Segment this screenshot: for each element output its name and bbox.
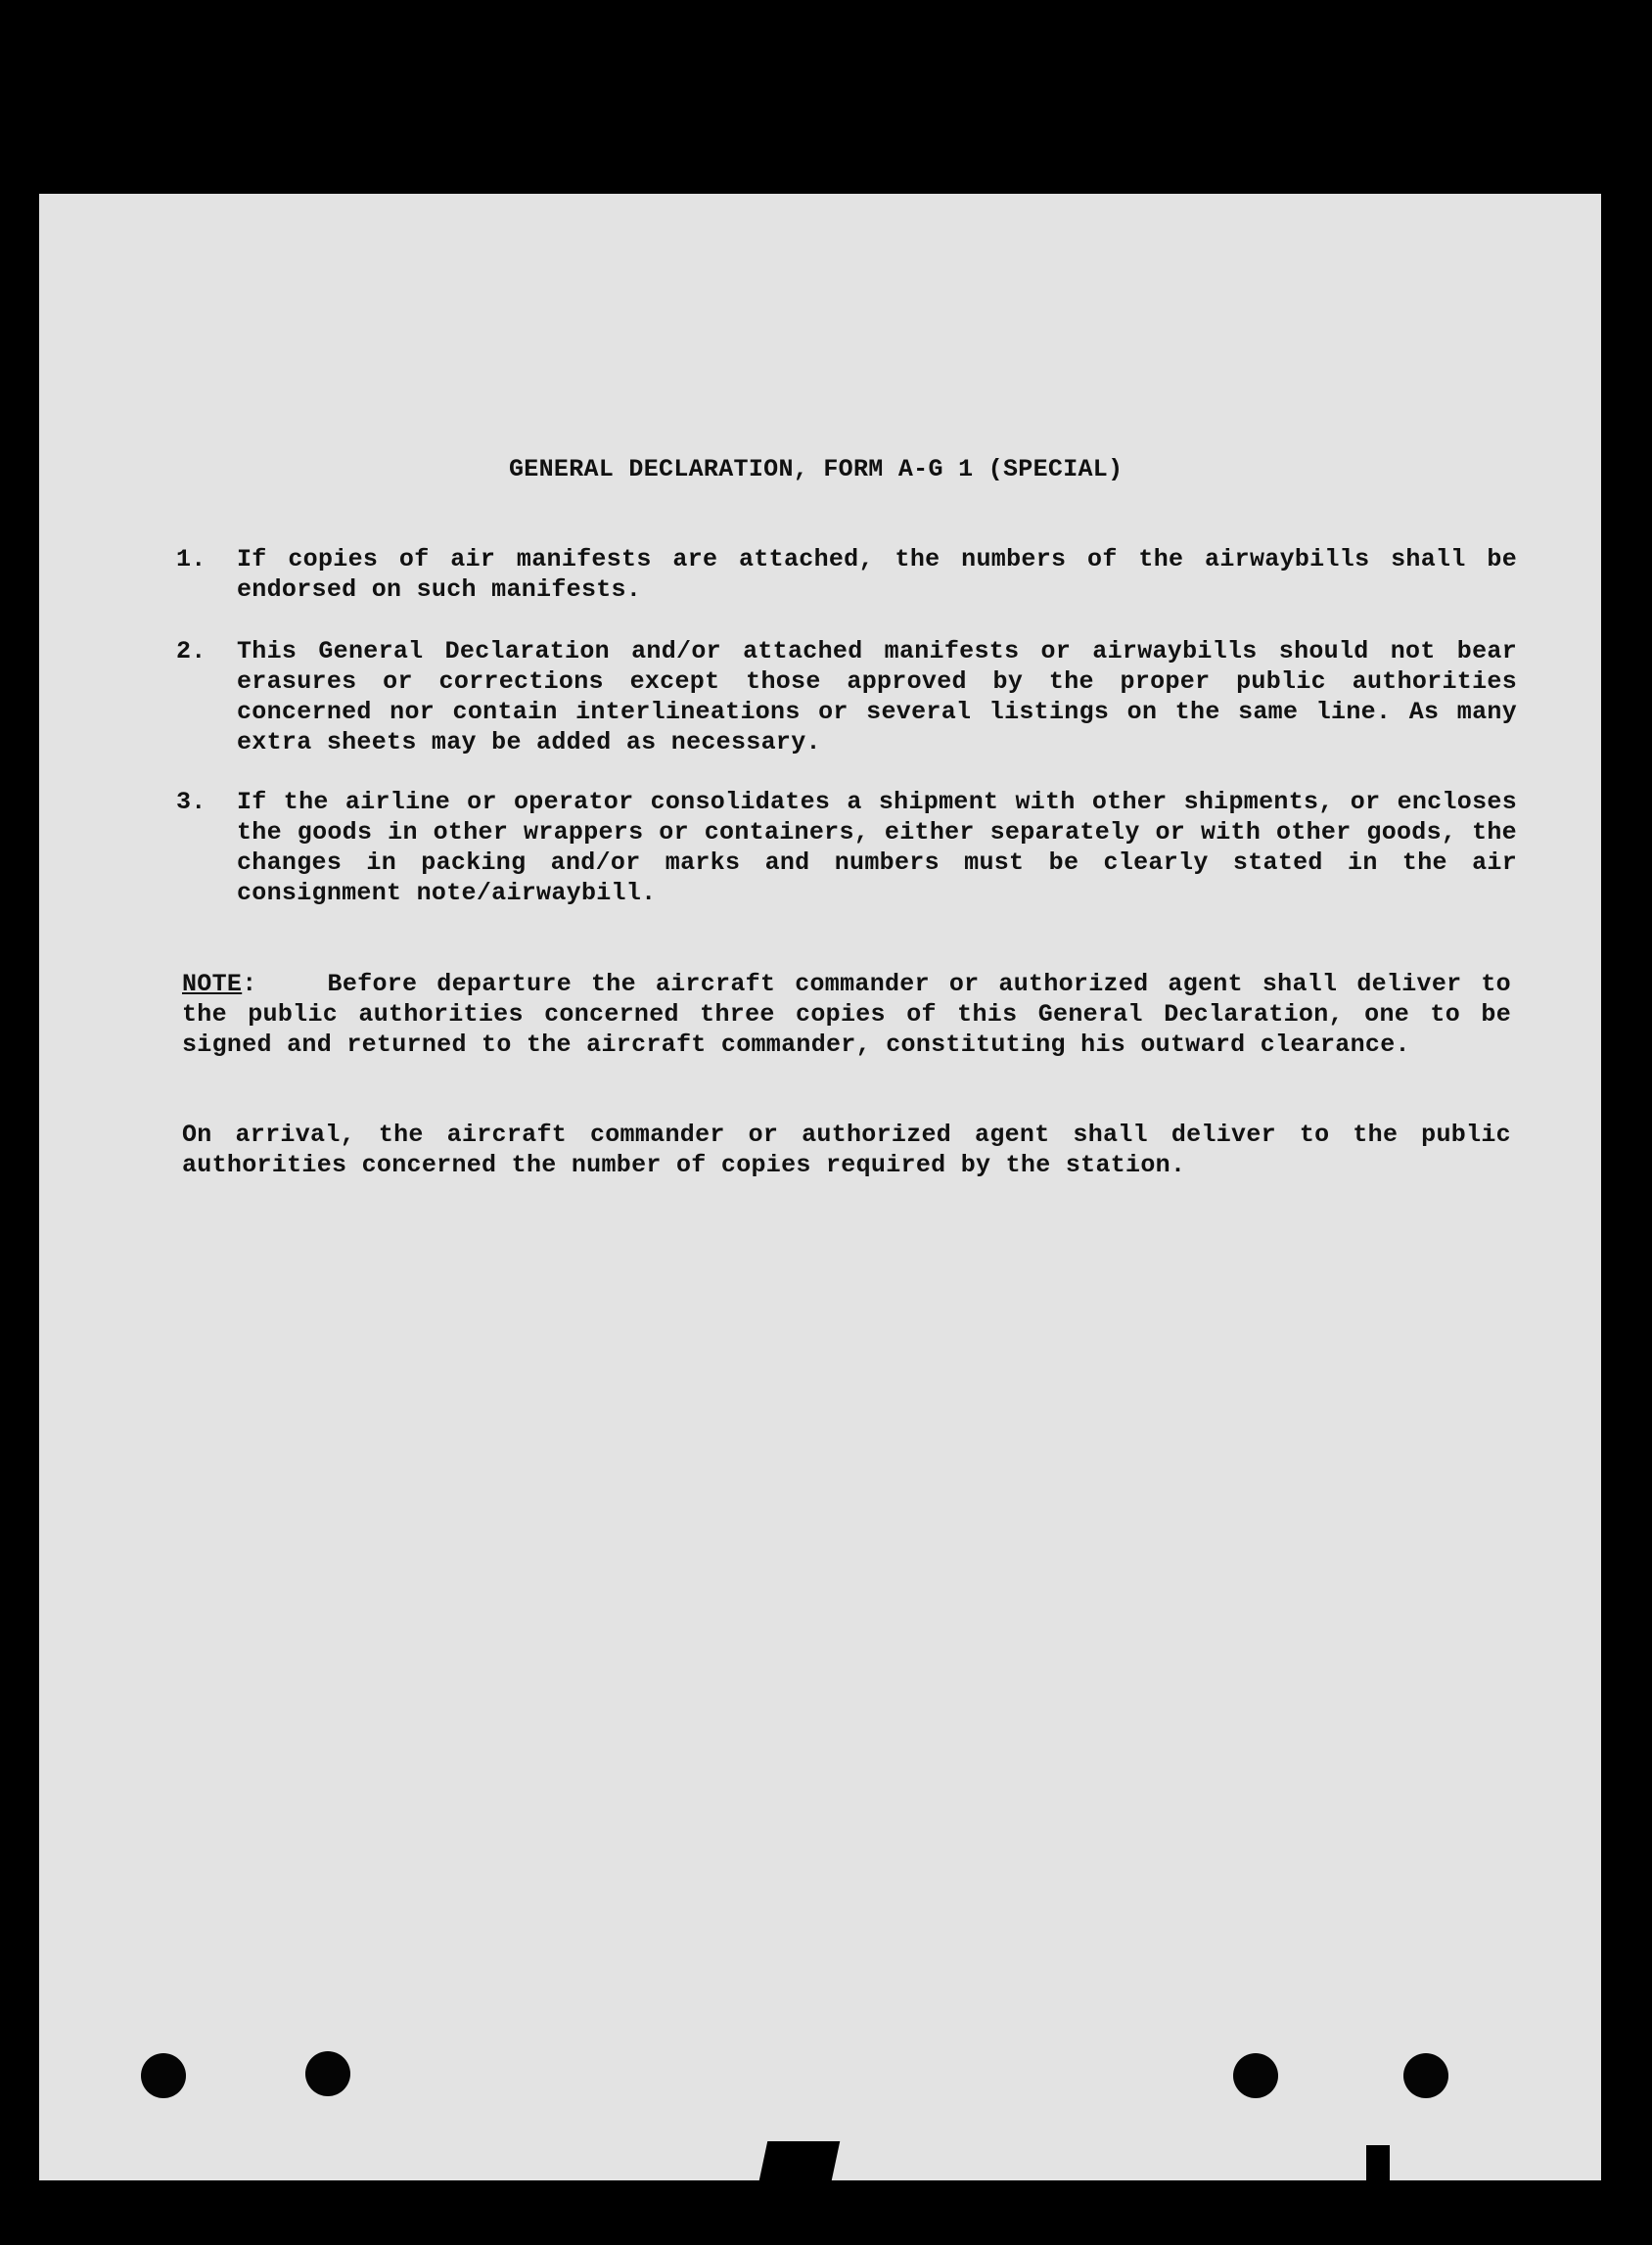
- item-number: 1.: [176, 545, 206, 573]
- note-paragraph: [182, 969, 1511, 1060]
- punch-hole: [305, 2051, 350, 2096]
- item-number: 2.: [176, 637, 206, 665]
- note-text: Before departure the aircraft commander or authorized agent shall deliver to the public authorities concerned three copies of this General Declaration, one to be signed and returned to the aircraft commander, constituting his outward clearance.: [182, 970, 1511, 1059]
- list-item: [176, 636, 1517, 757]
- arrival-paragraph: On arrival, the aircraft commander or authorized agent shall deliver to the public authorities concerned the number of copies required by the station.: [182, 1121, 1511, 1179]
- item-number: 3.: [176, 788, 206, 816]
- item-text: This General Declaration and/or attached manifests or airwaybills should not bear erasures or corrections except those approved by the proper public authorities concerned nor contain interlineations or several listings on the same line. As many extra sheets may be added as necessary.: [237, 637, 1517, 756]
- item-text: If copies of air manifests are attached, the numbers of the airwaybills shall be endorsed on such manifests.: [237, 545, 1517, 604]
- document-page: [39, 194, 1601, 2180]
- punch-hole: [1403, 2053, 1448, 2098]
- list-item: [176, 787, 1517, 908]
- paper-tear: [759, 2141, 841, 2180]
- document-title: GENERAL DECLARATION, FORM A-G 1 (SPECIAL): [509, 455, 1124, 483]
- punch-hole: [1233, 2053, 1278, 2098]
- list-item: [176, 544, 1517, 605]
- paper-tear: [1366, 2145, 1390, 2180]
- note-colon: :: [242, 970, 257, 998]
- punch-hole: [141, 2053, 186, 2098]
- item-text: If the airline or operator consolidates a shipment with other shipments, or encloses the goods in other wrappers or containers, either separately or with other goods, the changes in packing and/or marks and numbers must be clearly stated in the air consignment note/airwaybill.: [237, 788, 1517, 907]
- note-label: NOTE: [182, 970, 243, 998]
